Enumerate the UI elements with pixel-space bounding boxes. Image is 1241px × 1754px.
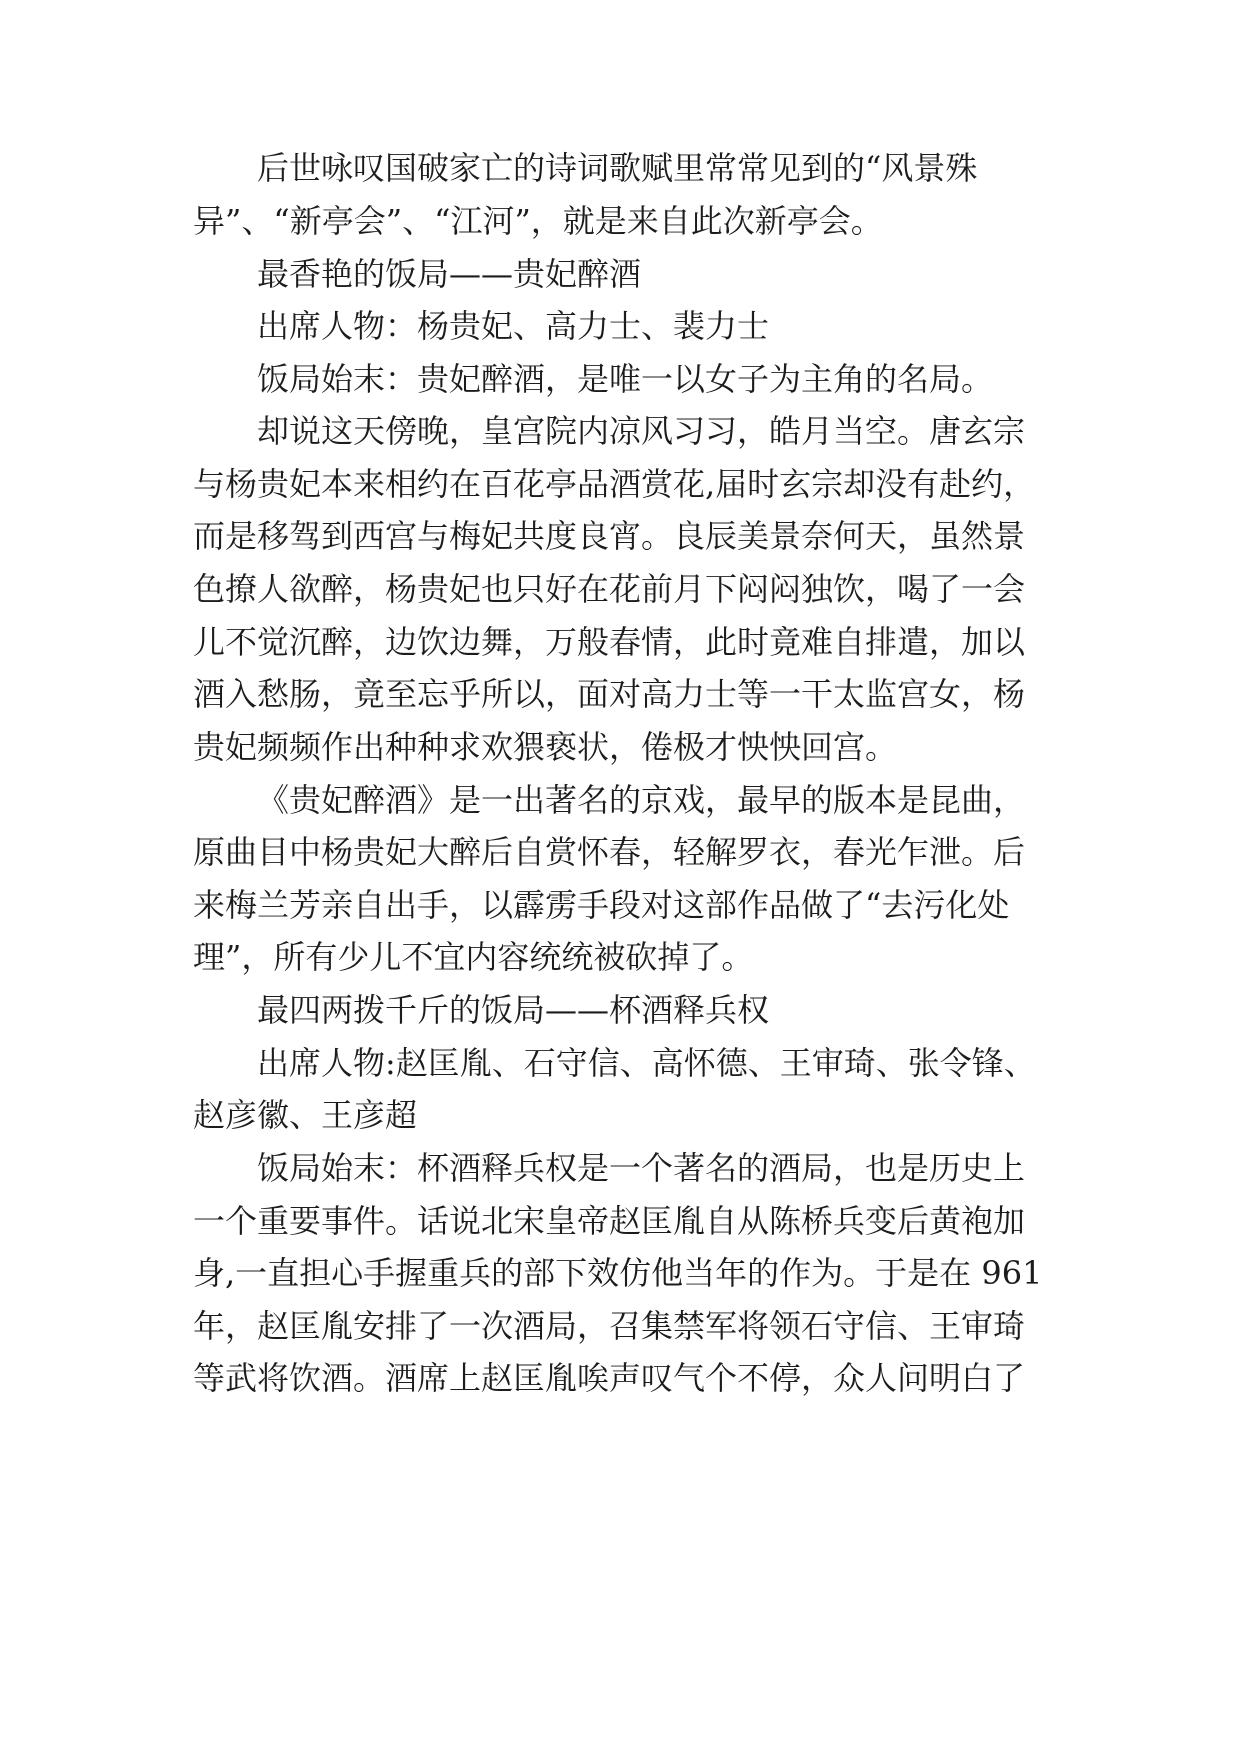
- summary-line: 饭局始末：贵妃醉酒，是唯一以女子为主角的名局。: [257, 360, 994, 398]
- paragraph-line: 等武将饮酒。酒席上赵匡胤唉声叹气个不停，众人问明白了: [193, 1359, 1026, 1397]
- paragraph-line: 酒入愁肠，竟至忘乎所以，面对高力士等一干太监宫女，杨: [193, 675, 1026, 713]
- attendees-line: 赵彦徽、王彦超: [193, 1096, 418, 1134]
- paragraph-line: 而是移驾到西宫与梅妃共度良宵。良辰美景奈何天，虽然景: [193, 517, 1026, 555]
- summary-line: 饭局始末：杯酒释兵权是一个著名的酒局，也是历史上: [257, 1149, 1026, 1187]
- paragraph-line: 《贵妃醉酒》是一出著名的京戏，最早的版本是昆曲，: [257, 781, 1026, 819]
- paragraph-line: 后世咏叹国破家亡的诗词歌赋里常常见到的“风景殊: [257, 149, 978, 187]
- paragraph-line: 色撩人欲醉，杨贵妃也只好在花前月下闷闷独饮，喝了一会: [193, 570, 1026, 608]
- paragraph-line: 与杨贵妃本来相约在百花亭品酒赏花,届时玄宗却没有赴约，: [193, 465, 1036, 503]
- paragraph-line: 原曲目中杨贵妃大醉后自赏怀春，轻解罗衣，春光乍泄。后: [193, 833, 1026, 871]
- attendees-line: 出席人物：杨贵妃、高力士、裴力士: [257, 307, 770, 345]
- paragraph-line: 却说这天傍晚，皇宫院内凉风习习，皓月当空。唐玄宗: [257, 412, 1026, 450]
- paragraph-line: 异”、“新亭会”、“江河”，就是来自此次新亭会。: [193, 202, 883, 240]
- paragraph-line: 来梅兰芳亲自出手，以霹雳手段对这部作品做了“去污化处: [193, 886, 1010, 924]
- attendees-line: 出席人物:赵匡胤、石守信、高怀德、王审琦、张令锋、: [257, 1044, 1036, 1082]
- paragraph-line: 年，赵匡胤安排了一次酒局，召集禁军将领石守信、王审琦: [193, 1307, 1026, 1345]
- paragraph-line: 儿不觉沉醉，边饮边舞，万般春情，此时竟难自排遣，加以: [193, 623, 1026, 661]
- section-heading: 最香艳的饭局——贵妃醉酒: [257, 255, 642, 293]
- paragraph-line: 身,一直担心手握重兵的部下效仿他当年的作为。于是在 961: [193, 1254, 1043, 1292]
- paragraph-line: 理”，所有少儿不宜内容统统被砍掉了。: [193, 938, 754, 976]
- section-heading: 最四两拨千斤的饭局——杯酒释兵权: [257, 991, 770, 1029]
- paragraph-line: 一个重要事件。话说北宋皇帝赵匡胤自从陈桥兵变后黄袍加: [193, 1202, 1026, 1240]
- paragraph-line: 贵妃频频作出种种求欢猥亵状，倦极才怏怏回宫。: [193, 728, 898, 766]
